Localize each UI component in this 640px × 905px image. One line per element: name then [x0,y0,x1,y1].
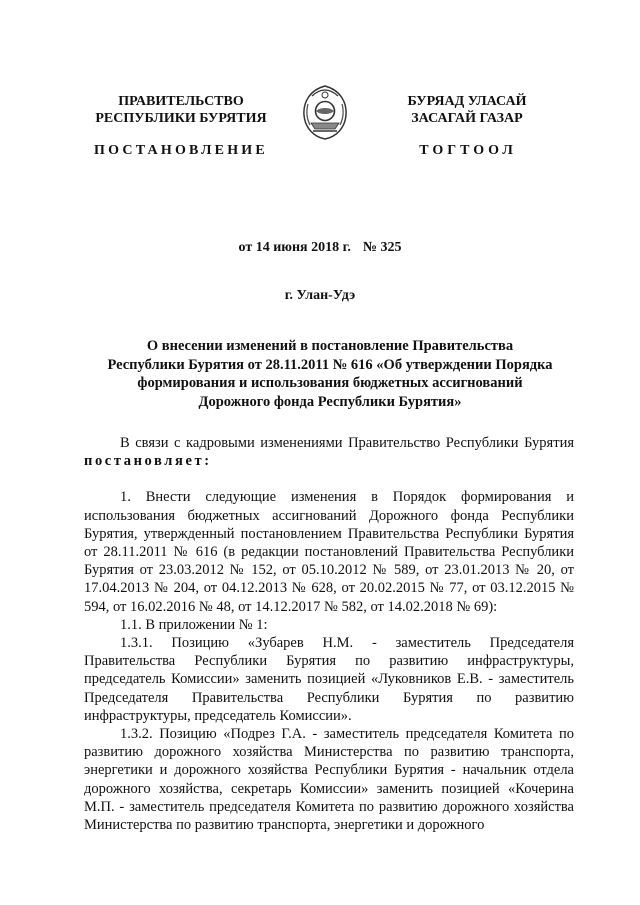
decree-body [84,434,574,834]
paragraph-1-1: 1.1. В приложении № 1: [120,616,268,633]
intro-paragraph [84,434,574,470]
decree-number: № 325 [362,240,402,255]
decree-date-number [0,240,640,256]
issuer-line-1-buryat: БУРЯАД УЛАСАЙ [407,94,527,109]
doc-type-russian: ПОСТАНОВЛЕНИЕ [94,143,268,158]
paragraph-1: 1. Внести следующие изменения в Порядок формирования и использования бюджетных ассигнований Дорожного фонда Республики Бурятия, утвержденный постановлением Правительства Республики Бурятия от 28.11.2011 № 616 (в редакции постановлений Правительства Республики Бурятия от 23.03.2012 № 152, от 05.10.2012 № 589, от 23.01.2013 № 20, от 17.04.2013 № 204, от 04.12.2013 № 628, от 20.02.2015 № 77, от 03.12.2015 № 594, от 16.02.2016 № 48, от 14.12.2017 № 582, от 14.02.2018 № 69): [84,489,574,615]
issuer-name-russian [86,93,276,127]
doc-type-buryat: ТОГТООЛ [419,143,517,158]
paragraph-1-3-1: 1.3.1. Позицию «Зубарев Н.М. - заместитель Председателя Правительства Республики Бурятия по развитию инфраструктуры, председатель Комиссии» заменить позицией «Луковников Е.В. - заместитель Председателя Правительства Республики Бурятия по развитию инфраструктуры, председатель Комиссии». [84,635,574,724]
title-line-2: Республики Бурятия от 28.11.2011 № 616 «Об утверждении Порядка [107,356,553,373]
decree-date: от 14 июня 2018 г. [238,240,351,255]
title-line-1: О внесении изменений в постановление Правительства [146,338,514,354]
paragraph-1-3-2: 1.3.2. Позицию «Подрез Г.А. - заместитель председателя Комитета по развитию дорожного хозяйства Министерства по развитию транспорта, энергетики и дорожного хозяйства Республики Бурятия - начальник отдела дорожного хозяйства, секретарь Комиссии» заменить позицией «Кочерина М.П. - заместитель председателя Комитета по развитию дорожного хозяйства Министерства по развитию транспорта, энергетики и дорожного [84,726,574,834]
issuer-name-buryat [372,93,562,127]
coat-of-arms-icon [300,82,350,142]
issuer-line-2: РЕСПУБЛИКИ БУРЯТИЯ [95,111,267,126]
title-line-3: формирования и использования бюджетных ассигнований [137,375,523,391]
decree-word: постановляет: [84,453,212,470]
issuer-line-1: ПРАВИТЕЛЬСТВО [118,94,244,109]
issuer-line-2-buryat: ЗАСАГАЙ ГАЗАР [411,111,523,126]
decree-title [80,337,580,411]
title-line-4: Дорожного фонда Республики Бурятия» [198,393,462,410]
decree-city: г. Улан-Удэ [284,288,356,303]
intro-text: В связи с кадровыми изменениями Правительство Республики Бурятия [120,435,574,451]
